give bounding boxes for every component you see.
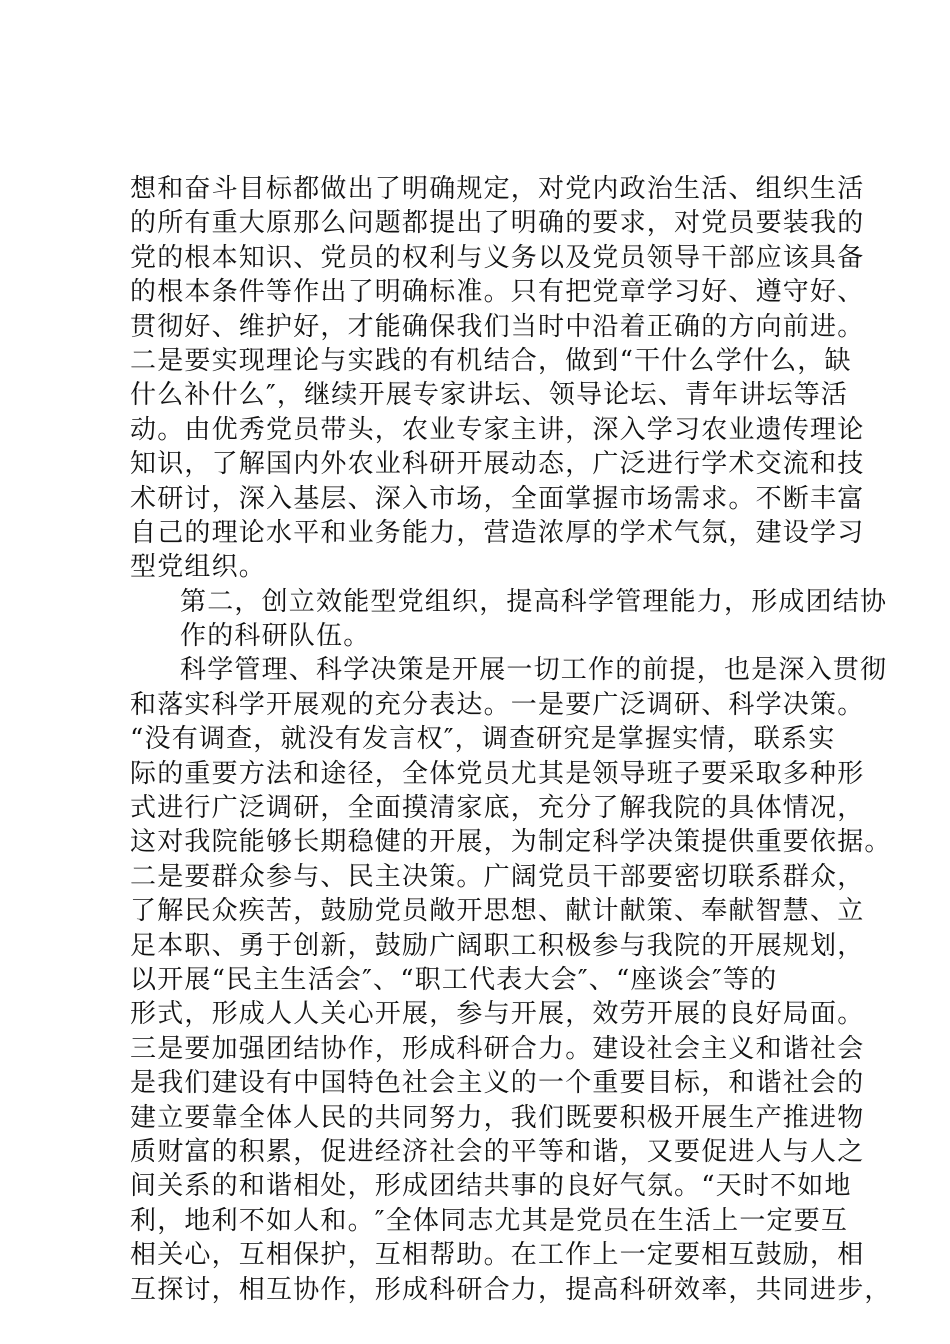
text-line: 利，地利不如人和。″全体同志尤其是党员在生活上一定要互: [130, 1205, 849, 1236]
text-line: 想和奋斗目标都做出了明确规定，对党内政治生活、组织生活: [130, 174, 865, 204]
section-heading-line: 第二，创立效能型党组织，提高科学管理能力，形成团结协: [180, 586, 888, 617]
text-line: 的所有重大原那么问题都提出了明确的要求，对党员要装我的: [130, 208, 865, 239]
text-line: 间关系的和谐相处，形成团结共事的良好气氛。“天时不如地: [130, 1171, 852, 1202]
section-heading-line: 作的科研队伍。: [180, 621, 371, 652]
paragraph-first-line: 科学管理、科学决策是开展一切工作的前提，也是深入贯彻: [180, 655, 888, 686]
text-line: 动。由优秀党员带头，农业专家主讲，深入学习农业遗传理论: [130, 414, 865, 445]
text-line: 自己的理论水平和业务能力，营造浓厚的学术气氛，建设学习: [130, 517, 865, 548]
text-line: 术研讨，深入基层、深入市场，全面掌握市场需求。不断丰富: [130, 483, 865, 514]
text-line: 党的根本知识、党员的权利与义务以及党员领导干部应该具备: [130, 242, 865, 273]
body-text: [130, 172, 892, 1307]
text-line: 二是要群众参与、民主决策。广阔党员干部要密切联系群众，: [130, 861, 865, 892]
text-line: 建立要靠全体人民的共同努力，我们既要积极开展生产推进物: [130, 1102, 865, 1133]
text-line: 了解民众疾苦，鼓励党员敞开思想、献计献策、奉献智慧、立: [130, 896, 865, 927]
text-line: 这对我院能够长期稳健的开展，为制定科学决策提供重要依据。: [130, 827, 892, 858]
text-line: 是我们建设有中国特色社会主义的一个重要目标，和谐社会的: [130, 1068, 865, 1099]
text-line: 什么补什么″，继续开展专家讲坛、领导论坛、青年讲坛等活: [130, 380, 849, 411]
text-line: “没有调查，就没有发言权″，调查研究是掌握实情，联系实: [130, 724, 836, 755]
text-line: 相关心，互相保护，互相帮助。在工作上一定要相互鼓励，相: [130, 1240, 865, 1271]
text-line: 互探讨，相互协作，形成科研合力，提高科研效率，共同进步，: [130, 1274, 892, 1305]
text-line: 以开展“民主生活会″、“职工代表大会″、“座谈会″等的: [130, 964, 778, 995]
text-line: 知识，了解国内外农业科研开展动态，广泛进行学术交流和技: [130, 449, 865, 480]
text-line: 式进行广泛调研，全面摸清家底，充分了解我院的具体情况，: [130, 793, 865, 824]
text-line: 的根本条件等作出了明确标准。只有把党章学习好、遵守好、: [130, 277, 865, 308]
text-line: 际的重要方法和途径，全体党员尤其是领导班子要采取多种形: [130, 758, 865, 789]
text-line: 质财富的积累，促进经济社会的平等和谐，又要促进人与人之: [130, 1136, 865, 1167]
text-line: 贯彻好、维护好，才能确保我们当时中沿着正确的方向前进。: [130, 311, 865, 342]
text-line: 型党组织。: [130, 552, 267, 583]
text-line: 形式，形成人人关心开展，参与开展，效劳开展的良好局面。: [130, 999, 865, 1030]
text-line: 足本职、勇于创新，鼓励广阔职工积极参与我院的开展规划，: [130, 930, 865, 961]
text-line: 三是要加强团结协作，形成科研合力。建设社会主义和谐社会: [130, 1033, 865, 1064]
text-line: 和落实科学开展观的充分表达。一是要广泛调研、科学决策。: [130, 689, 865, 720]
text-line: 二是要实现理论与实践的有机结合，做到“干什么学什么，缺: [130, 345, 852, 376]
